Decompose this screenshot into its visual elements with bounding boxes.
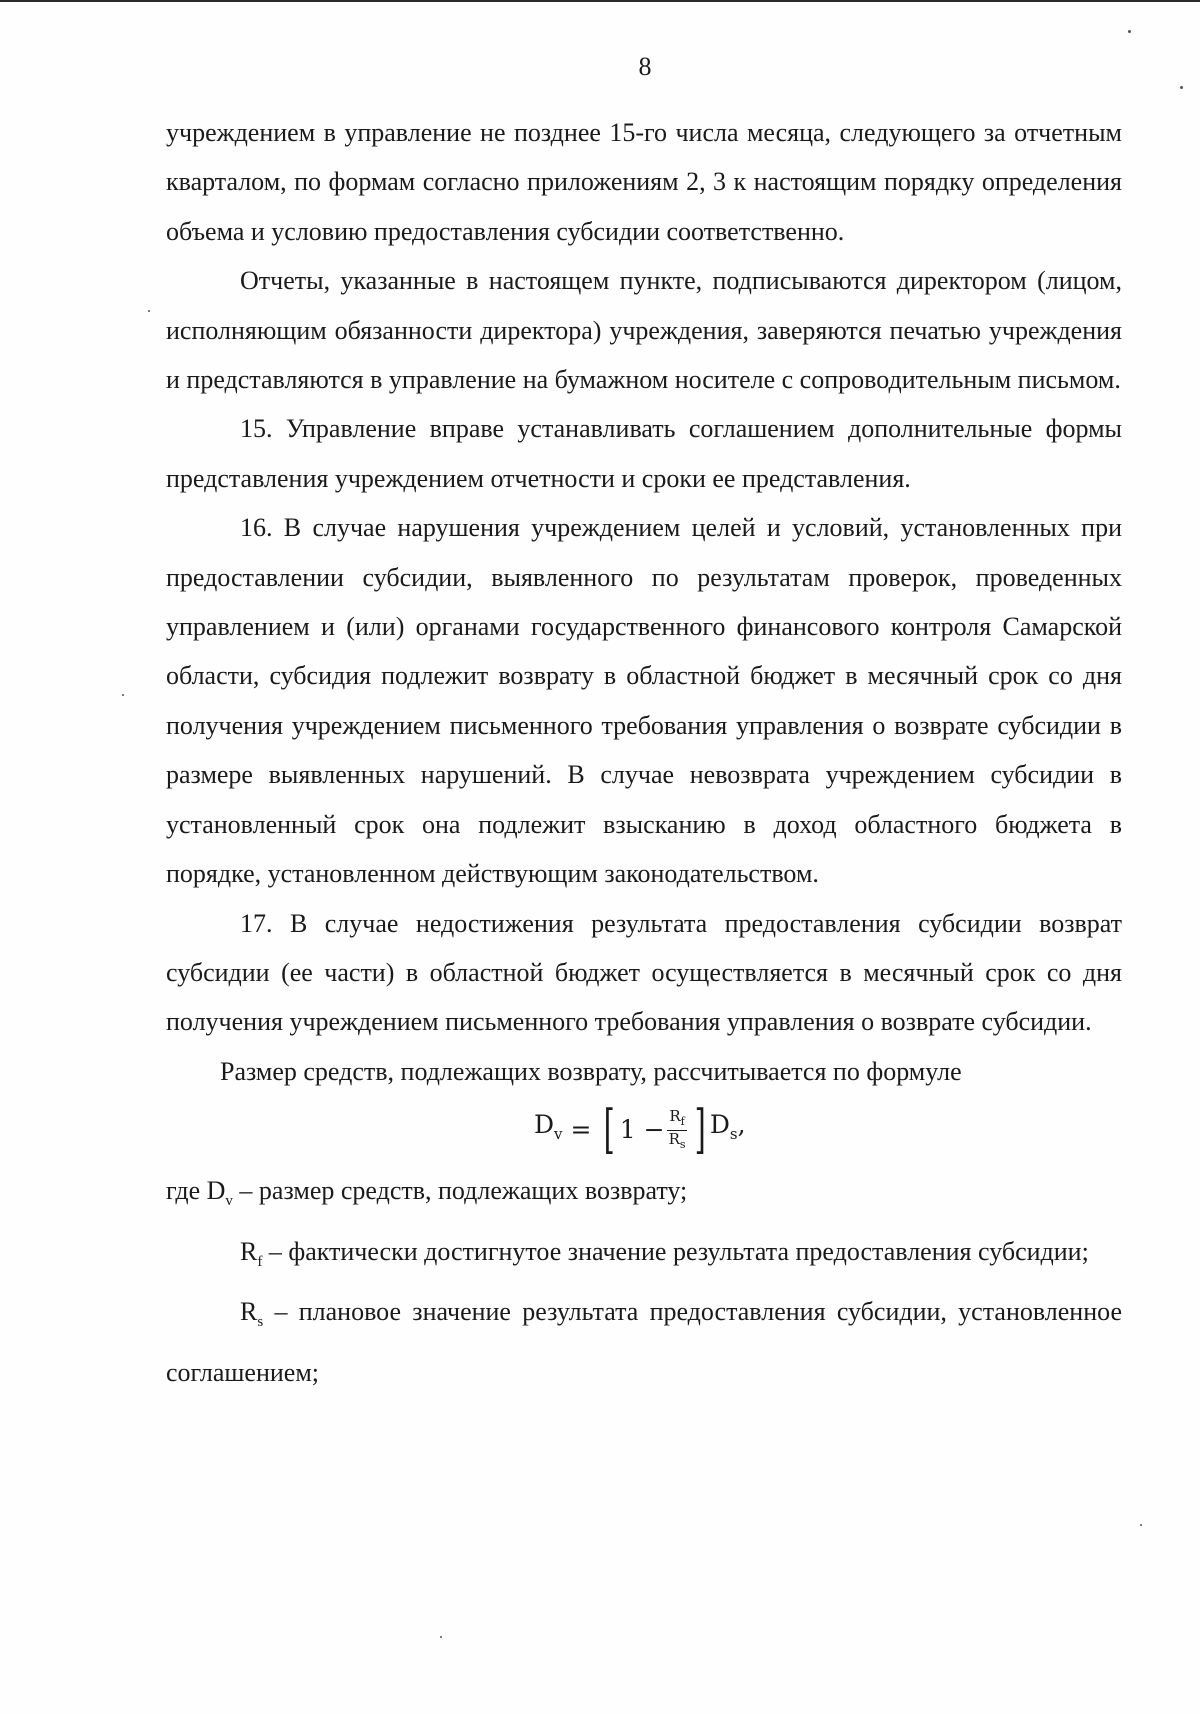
- refund-formula: [166, 1096, 1122, 1166]
- scan-speck: [440, 1636, 442, 1638]
- paragraph-16: 16. В случае нарушения учреждением целей и условий, установленных при предоставлении субсидии, выявленного по результатам проверок, проведенных управлением и (или) органами государственного финансового контроля Самарской области, субсидия подлежит возврату в областной бюджет в месячный срок со дня получения учреждением письменного требования управления о возврате субсидии в размере выявленных нарушений. В случае невозврата учреждением субсидии в установленный срок она подлежит взысканию в доход областного бюджета в порядке, установленном действующим законодательством.: [166, 513, 1122, 889]
- definition-rf: $R_f$ – фактически достигнутое значение результата предоставления субсидии;: [240, 1236, 1089, 1270]
- right-bracket: ]: [694, 1100, 706, 1161]
- scan-speck: [1180, 86, 1183, 89]
- scan-speck: [1140, 1524, 1142, 1526]
- scan-speck: [1128, 30, 1131, 33]
- formula-equals: =: [570, 1115, 592, 1145]
- paragraph-reports: Отчеты, указанные в настоящем пункте, подписываются директором (лицом, исполняющим обязанности директора) учреждения, заверяются печатью учреждения и представляются в управление на бумажном носителе с сопроводительным письмом.: [166, 266, 1122, 395]
- paragraph-15: 15. Управление вправе устанавливать соглашением дополнительные формы представления учреждением отчетности и сроки ее представления.: [166, 414, 1122, 493]
- formula-one-minus: 1 −: [619, 1115, 665, 1145]
- formula-fraction: [667, 1108, 688, 1153]
- scan-speck: [122, 694, 124, 696]
- paragraph-17: 17. В случае недостижения результата предоставления субсидии возврат субсидии (ее части) в областной бюджет осуществляется в месячный срок со дня получения учреждением письменного требования управления о возврате субсидии.: [166, 908, 1122, 1037]
- left-bracket: [: [604, 1100, 616, 1161]
- paragraph-continuation: учреждением в управление не позднее 15-го числа месяца, следующего за отчетным кварталом, по формам согласно приложениям 2, 3 к настоящим порядку определения объема и условию предоставления субсидии соответственно.: [166, 118, 1122, 246]
- document-body: [166, 108, 1122, 1397]
- formula-rhs: $D_s$,: [709, 1110, 746, 1144]
- formula-lhs: $D_v$: [534, 1110, 563, 1144]
- fraction-numerator: $R_f$: [667, 1108, 686, 1131]
- scan-speck: [148, 310, 150, 312]
- page-number: 8: [638, 52, 652, 81]
- paragraph-formula-intro: Размер средств, подлежащих возврату, рассчитывается по формуле: [220, 1056, 962, 1086]
- fraction-denominator: $R_s$: [668, 1129, 686, 1151]
- definition-rs: $R_s$ – плановое значение результата предоставления субсидии, установленное соглашением;: [166, 1297, 1122, 1387]
- definition-dv: где $D_v$ – размер средств, подлежащих возврату;: [166, 1176, 688, 1210]
- top-edge-line: [0, 0, 1200, 2]
